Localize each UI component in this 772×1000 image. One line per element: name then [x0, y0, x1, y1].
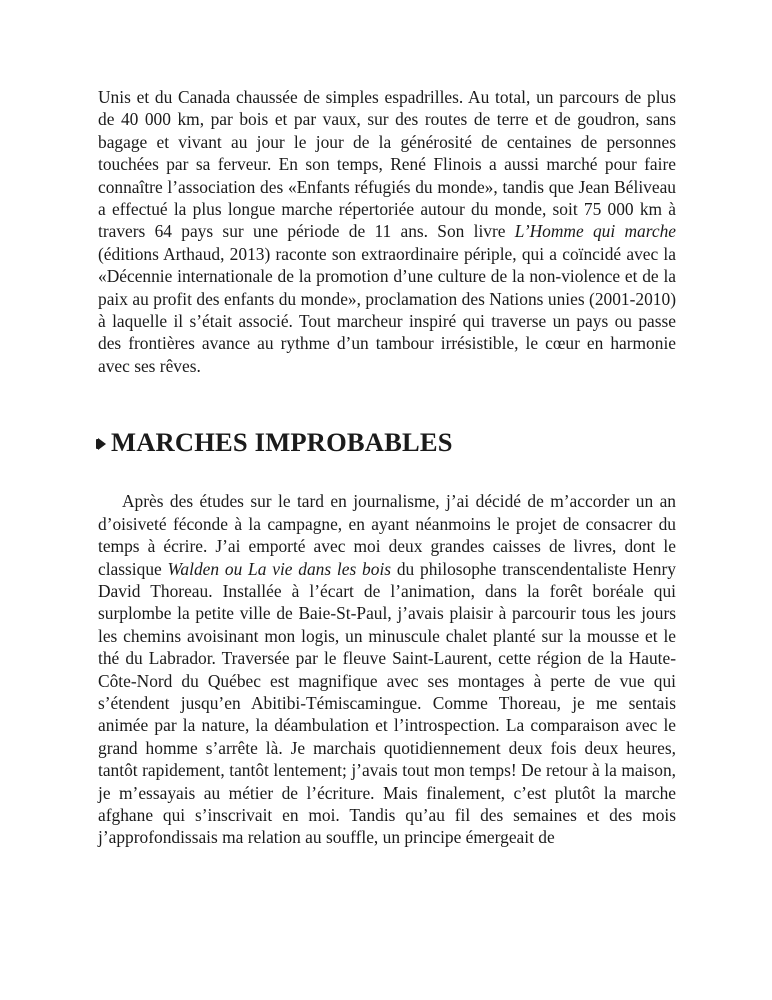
bullet-icon — [98, 438, 106, 450]
paragraph-text: du philosophe transcendentaliste Henry David Thoreau. Installée à l’écart de l’animation, dans la forêt boréale qui surplombe la petite ville de Baie-St-Paul, j’avais plaisir à parcourir tous les jours les chemins avoisinant mon logis, un minuscule chalet planté sur la mousse et le thé du Labrador. Traversée par le fleuve Saint-Laurent, cette région de la Haute-Côte-Nord du Québec est magnifique avec ses montages à perte de vue qui s’étendent jusqu’en Abitibi-Témiscamingue. Comme Thoreau, je me sentais animée par la nature, la déambulation et l’introspection. La comparaison avec le grand homme s’arrête là. Je marchais quotidiennement deux fois deux heures, tantôt rapidement, tantôt lentement; j’avais tout mon temps! De retour à la maison, je m’essayais au métier de l’écriture. Mais finalement, c’est plutôt la marche afghane qui s’inscrivait en moi. Tandis qu’au fil des semaines et des mois j’approfondissais ma relation au souffle, un principe émergeait de — [98, 558, 676, 848]
section-heading — [98, 427, 676, 457]
book-title: L’Homme qui marche — [514, 221, 676, 242]
paragraph-text: Unis et du Canada chaussée de simples espadrilles. Au total, un parcours de plus de 40 000 km, par bois et par vaux, sur des routes de terre et de goudron, sans bagage et vivant au jour le jour de la générosité de centaines de personnes touchées par sa ferveur. En son temps, René Flinois a aussi marché pour faire connaître l’association des «Enfants réfugiés du monde», tandis que Jean Béliveau a effectué la plus longue marche répertoriée autour du monde, soit 75 000 km à travers 64 pays sur une période de 11 ans. Son livre — [98, 87, 676, 242]
paragraph-continued — [98, 86, 676, 377]
section-heading-text: MARCHES IMPROBABLES — [111, 427, 453, 458]
paragraph-text: (éditions Arthaud, 2013) raconte son extraordinaire périple, qui a coïncidé avec la «Décennie internationale de la promotion d’une culture de la non-violence et de la paix au profit des enfants du monde», proclamation des Nations unies (2001-2010) à laquelle il s’était associé. Tout marcheur inspiré qui traverse un pays ou passe des frontières avance au rythme d’un tambour irrésistible, le cœur en harmonie avec ses rêves. — [98, 243, 676, 376]
paragraph-text: Après des études sur le tard en journalisme, j’ai décidé de m’accorder un an d’oisiveté féconde à la campagne, en ayant néanmoins le projet de consacrer du temps à écrire. J’ai emporté avec moi deux grandes caisses de livres, dont le classique — [98, 491, 676, 579]
paragraph — [98, 490, 676, 849]
document-page — [98, 86, 676, 849]
book-title: Walden ou La vie dans les bois — [167, 558, 392, 579]
